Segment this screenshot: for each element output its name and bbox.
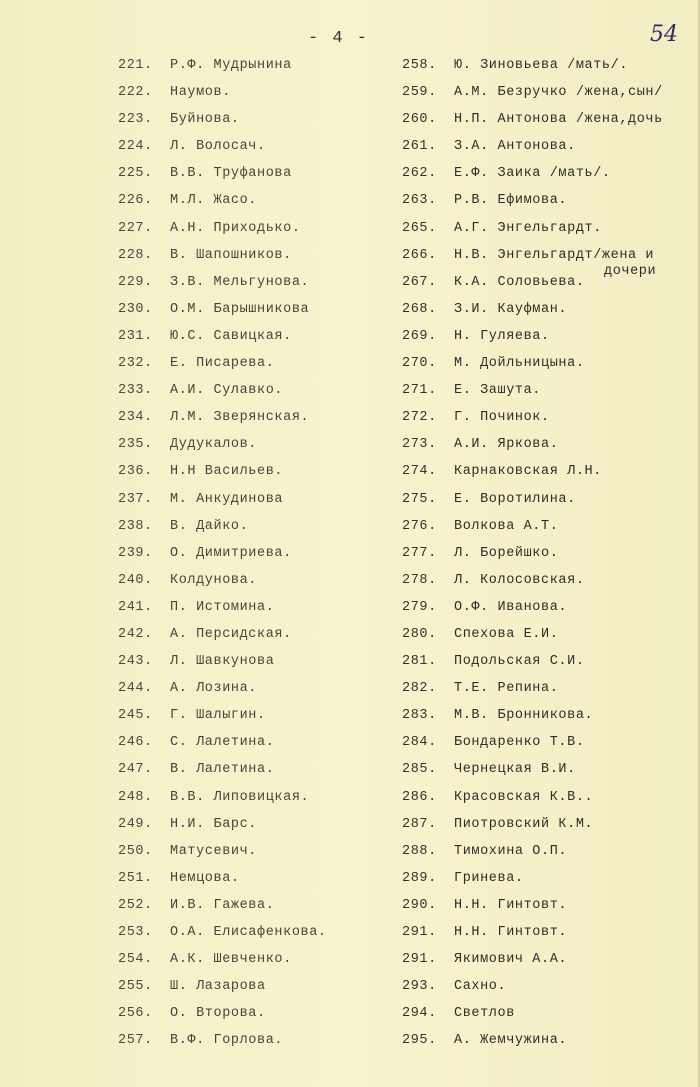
entry-number: 286. [402, 789, 437, 805]
list-item [402, 681, 692, 708]
entry-number: 227. [118, 220, 153, 236]
entry-number: 256. [118, 1006, 153, 1022]
entry-name: И.В. Гажева. [170, 897, 275, 913]
entry-name: В.В. Липовицкая. [170, 789, 310, 805]
entry-name: С. Лалетина. [170, 735, 275, 751]
entry-name: Буйнова. [170, 112, 240, 128]
entry-number: 224. [118, 139, 153, 155]
entry-number: 251. [118, 870, 153, 886]
entry-number: 284. [402, 735, 437, 751]
list-item [402, 166, 692, 193]
entry-number: 243. [118, 654, 153, 670]
entry-number: 265. [402, 220, 437, 236]
entry-number: 245. [118, 708, 153, 724]
entry-number: 223. [118, 112, 153, 128]
list-item [118, 139, 388, 166]
entry-name: Л. Борейшко. [454, 545, 559, 561]
list-item [118, 627, 388, 654]
entry-number: 289. [402, 870, 437, 886]
list-item [402, 573, 692, 600]
entry-number: 234. [118, 410, 153, 426]
list-item [402, 735, 692, 762]
entry-name: З.А. Антонова. [454, 139, 576, 155]
entry-name: Сахно. [454, 979, 507, 995]
entry-name: А. Жемчужина. [454, 1033, 568, 1049]
entry-number: 257. [118, 1033, 153, 1049]
list-item [118, 356, 388, 383]
entry-number: 262. [402, 166, 437, 182]
list-item [402, 193, 692, 220]
entry-number: 263. [402, 193, 437, 209]
entry-number: 294. [402, 1006, 437, 1022]
entry-number: 239. [118, 545, 153, 561]
list-item [118, 735, 388, 762]
entry-number: 246. [118, 735, 153, 751]
entry-number: 255. [118, 979, 153, 995]
entry-number: 260. [402, 112, 437, 128]
entry-number: 295. [402, 1033, 437, 1049]
entry-name: В. Дайко. [170, 518, 249, 534]
entry-name: Н.И. Барс. [170, 816, 258, 832]
entry-name: М. Дойльницына. [454, 356, 585, 372]
entry-number: 268. [402, 301, 437, 317]
right-column-list [402, 58, 692, 1060]
entry-number: 275. [402, 491, 437, 507]
entry-number: 237. [118, 491, 153, 507]
entry-name: А.К. Шевченко. [170, 952, 292, 968]
entry-number: 276. [402, 518, 437, 534]
list-item [118, 85, 388, 112]
entry-name: Т.Е. Репина. [454, 681, 559, 697]
list-item [402, 952, 692, 979]
entry-name: Якимович А.А. [454, 952, 568, 968]
list-item [118, 1033, 388, 1060]
entry-name: Г. Шалыгин. [170, 708, 266, 724]
entry-name: Ю.С. Савицкая. [170, 328, 292, 344]
entry-number: 240. [118, 572, 153, 588]
entry-name: М.Л. Жасо. [170, 193, 258, 209]
list-item [118, 817, 388, 844]
entry-name: Гринева. [454, 870, 524, 886]
list-item [402, 925, 692, 952]
entry-number: 231. [118, 328, 153, 344]
list-item [118, 302, 388, 329]
entry-number: 267. [402, 274, 437, 290]
entry-number: 285. [402, 762, 437, 778]
list-item [118, 762, 388, 789]
entry-name: Н.Н Васильев. [170, 464, 284, 480]
entry-name: Тимохина О.П. [454, 843, 568, 859]
sheet-number: 54 [650, 22, 678, 47]
list-item [402, 844, 692, 871]
entry-name: А.Н. Приходько. [170, 220, 301, 236]
entry-number: 269. [402, 328, 437, 344]
entry-name: Наумов. [170, 85, 231, 101]
list-item [118, 898, 388, 925]
list-item [118, 492, 388, 519]
entry-name: Колдунова. [170, 572, 258, 588]
list-item [402, 112, 692, 139]
list-item [118, 790, 388, 817]
note-daughters: дочери [604, 264, 657, 279]
entry-number: 277. [402, 545, 437, 561]
entry-number: 254. [118, 952, 153, 968]
entry-name: А.М. Безручко /жена,сын/ [454, 85, 663, 101]
entry-name: Спехова Е.И. [454, 626, 559, 642]
entry-name: Л. Шавкунова [170, 654, 275, 670]
entry-number: 233. [118, 383, 153, 399]
list-item [402, 979, 692, 1006]
list-item [402, 329, 692, 356]
entry-name: В. Лалетина. [170, 762, 275, 778]
entry-number: 236. [118, 464, 153, 480]
entry-number: 280. [402, 626, 437, 642]
list-item [118, 221, 388, 248]
entry-number: 287. [402, 816, 437, 832]
entry-name: Е. Писарева. [170, 356, 275, 372]
list-item [118, 600, 388, 627]
entry-name: О.М. Барышникова [170, 301, 310, 317]
list-item [118, 546, 388, 573]
list-item [402, 708, 692, 735]
entry-name: З.И. Кауфман. [454, 301, 568, 317]
list-item [118, 871, 388, 898]
list-item [118, 275, 388, 302]
list-item [118, 248, 388, 275]
entry-number: 230. [118, 301, 153, 317]
entry-name: Бондаренко Т.В. [454, 735, 585, 751]
entry-number: 291. [402, 952, 437, 968]
list-item [402, 546, 692, 573]
entry-name: М. Анкудинова [170, 491, 284, 507]
entry-number: 235. [118, 437, 153, 453]
entry-name: Е. Зашута. [454, 383, 542, 399]
page-marker: - 4 - [308, 29, 370, 48]
entry-number: 261. [402, 139, 437, 155]
entry-name: Е. Воротилина. [454, 491, 576, 507]
list-item [118, 654, 388, 681]
entry-name: Л. Колосовская. [454, 572, 585, 588]
entry-name: Дудукалов. [170, 437, 258, 453]
entry-number: 283. [402, 708, 437, 724]
entry-number: 248. [118, 789, 153, 805]
entry-number: 278. [402, 572, 437, 588]
left-column-list [118, 58, 388, 1060]
list-item [402, 437, 692, 464]
entry-name: Н.Н. Гинтовт. [454, 925, 568, 940]
entry-name: Пиотровский К.М. [454, 816, 594, 832]
list-item [118, 437, 388, 464]
list-item [402, 221, 692, 248]
list-item [402, 1033, 692, 1060]
list-item [402, 871, 692, 898]
entry-number: 250. [118, 843, 153, 859]
list-item [118, 383, 388, 410]
entry-number: 253. [118, 925, 153, 940]
list-item [402, 464, 692, 491]
entry-number: 221. [118, 58, 153, 73]
entry-name: Ш. Лазарова [170, 979, 266, 995]
entry-name: А. Персидская. [170, 626, 292, 642]
entry-name: В. Шапошников. [170, 247, 292, 263]
entry-number: 259. [402, 85, 437, 101]
list-item [402, 898, 692, 925]
list-item [118, 925, 388, 952]
entry-number: 249. [118, 816, 153, 832]
entry-name: А.И. Яркова. [454, 437, 559, 453]
entry-name: В.В. Труфанова [170, 166, 292, 182]
list-item [402, 600, 692, 627]
entry-number: 293. [402, 979, 437, 995]
entry-number: 273. [402, 437, 437, 453]
list-item [402, 85, 692, 112]
list-item [118, 979, 388, 1006]
entry-number: 281. [402, 654, 437, 670]
entry-name: Карнаковская Л.Н. [454, 464, 602, 480]
list-item [402, 790, 692, 817]
list-item [118, 329, 388, 356]
entry-name: О.А. Елисафенкова. [170, 925, 327, 940]
entry-name: А. Лозина. [170, 681, 258, 697]
entry-number: 252. [118, 897, 153, 913]
list-item [402, 817, 692, 844]
entry-number: 274. [402, 464, 437, 480]
entry-number: 290. [402, 897, 437, 913]
list-item [118, 519, 388, 546]
list-item [402, 627, 692, 654]
entry-name: Волкова А.Т. [454, 518, 559, 534]
entry-number: 266. [402, 247, 437, 263]
entry-number: 247. [118, 762, 153, 778]
list-item [402, 762, 692, 789]
entry-name: Светлов [454, 1006, 515, 1022]
entry-name: Г. Починок. [454, 410, 550, 426]
list-item [402, 302, 692, 329]
list-item [402, 58, 692, 85]
entry-name: Р.Ф. Мудрынина [170, 58, 292, 73]
entry-name: Р.В. Ефимова. [454, 193, 568, 209]
entry-name: А.И. Сулавко. [170, 383, 284, 399]
entry-number: 282. [402, 681, 437, 697]
entry-name: Подольская С.И. [454, 654, 585, 670]
entry-name: З.В. Мельгунова. [170, 274, 310, 290]
list-item [402, 654, 692, 681]
entry-number: 291. [402, 925, 437, 940]
list-item [118, 708, 388, 735]
entry-name: М.В. Бронникова. [454, 708, 594, 724]
entry-number: 222. [118, 85, 153, 101]
entry-number: 288. [402, 843, 437, 859]
entry-number: 242. [118, 626, 153, 642]
entry-name: Н.П. Антонова /жена,дочь [454, 112, 663, 128]
entry-name: Ю. Зиновьева /мать/. [454, 58, 629, 73]
entry-number: 232. [118, 356, 153, 372]
entry-number: 270. [402, 356, 437, 372]
entry-number: 271. [402, 383, 437, 399]
entry-name: Н.В. Энгельгардт/жена и [454, 247, 655, 263]
list-item [402, 139, 692, 166]
entry-name: Красовская К.В.. [454, 789, 594, 805]
entry-name: Е.Ф. Заика /мать/. [454, 166, 611, 182]
list-item [118, 166, 388, 193]
entry-name: П. Истомина. [170, 599, 275, 615]
entry-number: 244. [118, 681, 153, 697]
entry-name: В.Ф. Горлова. [170, 1033, 284, 1049]
list-item [118, 844, 388, 871]
list-item [402, 519, 692, 546]
entry-number: 229. [118, 274, 153, 290]
entry-number: 272. [402, 410, 437, 426]
entry-number: 279. [402, 599, 437, 615]
entry-name: Н.Н. Гинтовт. [454, 897, 568, 913]
entry-name: Чернецкая В.И. [454, 762, 576, 778]
entry-number: 241. [118, 599, 153, 615]
entry-name: О.Ф. Иванова. [454, 599, 568, 615]
entry-name: О. Второва. [170, 1006, 266, 1022]
list-item [118, 952, 388, 979]
list-item [402, 1006, 692, 1033]
entry-name: Л. Волосач. [170, 139, 266, 155]
list-item [118, 58, 388, 85]
entry-name: Немцова. [170, 870, 240, 886]
list-item [402, 492, 692, 519]
entry-name: Матусевич. [170, 843, 258, 859]
list-item [118, 410, 388, 437]
entry-number: 228. [118, 247, 153, 263]
list-item [118, 573, 388, 600]
entry-name: А.Г. Энгельгардт. [454, 220, 602, 236]
entry-number: 258. [402, 58, 437, 73]
list-item [402, 356, 692, 383]
list-item [118, 193, 388, 220]
entry-number: 225. [118, 166, 153, 182]
list-item [402, 410, 692, 437]
entry-number: 226. [118, 193, 153, 209]
list-item [118, 112, 388, 139]
list-item [118, 681, 388, 708]
entry-number: 238. [118, 518, 153, 534]
list-item [118, 1006, 388, 1033]
entry-name: Л.М. Зверянская. [170, 410, 310, 426]
entry-name: К.А. Соловьева. [454, 274, 585, 290]
list-item [118, 464, 388, 491]
entry-name: О. Димитриева. [170, 545, 292, 561]
list-item [402, 383, 692, 410]
entry-name: Н. Гуляева. [454, 328, 550, 344]
